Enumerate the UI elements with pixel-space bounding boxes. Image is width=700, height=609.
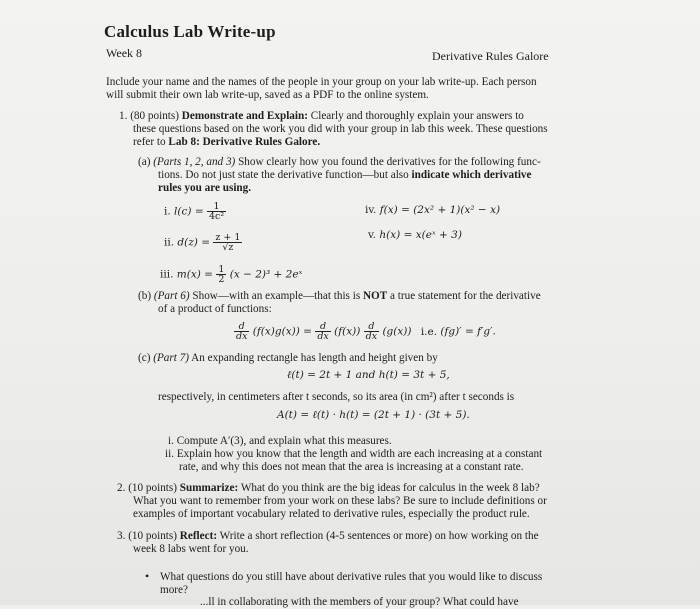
dx-denominator-left: dx <box>236 331 248 342</box>
sub-i-label: i. <box>168 435 174 447</box>
q3-points: (10 points) <box>128 530 177 542</box>
question-3-heading <box>117 530 539 543</box>
item-a-iii-lhs: m(x) = <box>176 268 213 281</box>
item-a-iii-label: iii. <box>160 268 174 281</box>
part-c-line1: An expanding rectangle has length and height given by <box>191 352 438 364</box>
q1-line1-rest: Clearly and thoroughly explain your answers to <box>310 110 524 122</box>
item-a-i-lhs: l(c) = <box>174 205 204 218</box>
item-a-iii-fraction <box>216 265 226 284</box>
q2-number: 2. <box>117 482 126 494</box>
part-a-line-1 <box>138 156 541 169</box>
item-a-i-fraction <box>207 202 226 221</box>
intro-line-1: Include your name and the names of the people in your group on your lab write-up. Each person <box>106 76 537 88</box>
document-title: Calculus Lab Write-up <box>104 22 276 41</box>
part-b-line1-pre: Show—with an example—that this is <box>192 290 361 302</box>
sub-i-text: Compute A′(3), and explain what this measures. <box>176 435 392 447</box>
dx-denominator-mid2: dx <box>365 331 378 342</box>
part-c-equation-2: A(t) = ℓ(t) · h(t) = (2t + 1) · (3t + 5). <box>277 409 470 421</box>
item-a-iii <box>160 265 302 284</box>
part-c-sub-i <box>168 435 392 448</box>
g-derivative: (g(x)) <box>382 325 412 338</box>
question-2-heading <box>117 482 540 495</box>
part-a-line-3: rules you are using. <box>158 182 252 194</box>
d-numerator-mid1: d <box>315 322 330 332</box>
part-c-parts: (Part 7) <box>153 352 189 364</box>
q1-points: (80 points) <box>130 110 179 122</box>
q2-line1-rest: What do you think are the big ideas for calculus in the week 8 lab? <box>240 482 540 494</box>
part-b-parts: (Part 6) <box>153 290 190 302</box>
item-a-v-expr: h(x) = x(eˣ + 3) <box>379 229 462 241</box>
q2-line-2: What you want to remember from your work on these labs? Be sure to include definitions or <box>133 495 547 507</box>
part-a-label: (a) <box>138 156 151 168</box>
q3-heading: Reflect: <box>179 530 218 542</box>
part-b-line-2: of a product of functions: <box>158 303 272 315</box>
part-a-line2-bold: indicate which derivative <box>411 169 532 181</box>
part-a-parts: (Parts 1, 2, and 3) <box>153 156 236 168</box>
item-a-iii-denominator: 2 <box>218 274 225 285</box>
f-derivative: (f(x)) <box>334 325 361 338</box>
part-c-line-2: respectively, in centimeters after t seconds, so its area (in cm²) after t seconds is <box>158 391 515 403</box>
bullet-1-line-2: more? <box>160 584 188 596</box>
question-1-heading <box>119 110 524 123</box>
item-a-ii-numerator: z + 1 <box>215 232 241 243</box>
bullet-1-line-1: What questions do you still have about derivative rules that you would like to discuss <box>160 571 543 583</box>
d-numerator-mid2: d <box>364 322 379 332</box>
q1-line-3 <box>133 136 320 149</box>
q2-points: (10 points) <box>128 482 177 494</box>
sub-ii-label: ii. <box>165 448 175 460</box>
item-a-ii-lhs: d(z) = <box>177 236 210 249</box>
item-a-i-numerator: 1 <box>207 202 226 212</box>
sub-ii-line1: Explain how you know that the length and width are each increasing at a constant <box>176 448 543 460</box>
dx-denominator-mid1: dx <box>317 331 329 342</box>
item-a-iii-numerator: 1 <box>218 264 225 275</box>
q3-line-2: week 8 labs went for you. <box>133 543 249 555</box>
item-a-iv-label: iv. <box>365 204 377 216</box>
q1-line-2: these questions based on the work you did with your group in lab this week. These questions <box>133 123 548 135</box>
d-dx-left <box>234 322 249 341</box>
product-derivative: (f(x)g(x)) = <box>252 325 312 338</box>
part-b-not: NOT <box>362 290 388 302</box>
q2-line-3: examples of important vocabulary related to derivative rules, especially the product rule. <box>133 508 530 520</box>
q1-heading: Demonstrate and Explain: <box>181 110 308 122</box>
item-a-v-label: v. <box>368 229 377 241</box>
d-dx-mid2 <box>364 322 379 341</box>
bullet-1-dot: • <box>145 569 150 583</box>
item-a-iv-expr: f(x) = (2x² + 1)(x² − x) <box>379 204 501 216</box>
item-a-ii-fraction <box>213 233 242 252</box>
part-b-label: (b) <box>138 290 152 302</box>
d-numerator-left: d <box>234 322 249 332</box>
part-a-line1-rest: Show clearly how you found the derivatives for the following func- <box>238 156 541 168</box>
item-a-iv <box>365 204 500 216</box>
week-label: Week 8 <box>106 46 143 60</box>
q3-line1-rest: Write a short reflection (4-5 sentences or more) on how working on the <box>219 530 539 542</box>
item-a-i <box>164 202 226 221</box>
item-a-ii-label: ii. <box>164 236 175 249</box>
part-b-equation <box>234 322 496 341</box>
part-a-line2-pre: tions. Do not just state the derivative function—but also <box>158 169 409 181</box>
bullet-2-partial: ...ll in collaborating with the members of your group? What could have <box>200 596 519 608</box>
item-a-iii-rhs: (x − 2)³ + 2eˣ <box>229 268 303 281</box>
part-c-label: (c) <box>138 352 151 364</box>
intro-line-2: will submit their own lab write-up, saved as a PDF to the online system. <box>106 89 429 101</box>
item-a-i-denominator: 4c² <box>208 211 225 222</box>
part-c-equation-1: ℓ(t) = 2t + 1 and h(t) = 3t + 5, <box>287 369 450 381</box>
short-form: (fg)′ = f′g′. <box>440 325 496 338</box>
part-b-line-1 <box>138 290 541 303</box>
q2-heading: Summarize: <box>179 482 239 494</box>
ie-label: i.e. <box>420 325 438 338</box>
part-b-line1-post: a true statement for the derivative <box>390 290 541 302</box>
q3-number: 3. <box>117 530 126 542</box>
q1-lab-reference: Lab 8: Derivative Rules Galore. <box>168 136 321 148</box>
item-a-v <box>368 229 462 241</box>
q1-number: 1. <box>119 110 128 122</box>
part-c-line-1 <box>138 352 438 365</box>
part-a-line-2 <box>158 169 532 182</box>
item-a-ii-denominator: √z <box>222 242 234 253</box>
q1-line3-pre: refer to <box>133 136 166 148</box>
d-dx-mid1 <box>315 322 330 341</box>
item-a-ii <box>164 233 242 252</box>
lab-topic: Derivative Rules Galore <box>432 49 549 63</box>
item-a-i-label: i. <box>164 205 171 218</box>
part-c-sub-ii <box>165 448 542 461</box>
part-c-sub-ii-line-2: rate, and why this does not mean that the area is increasing at a constant rate. <box>179 461 524 473</box>
